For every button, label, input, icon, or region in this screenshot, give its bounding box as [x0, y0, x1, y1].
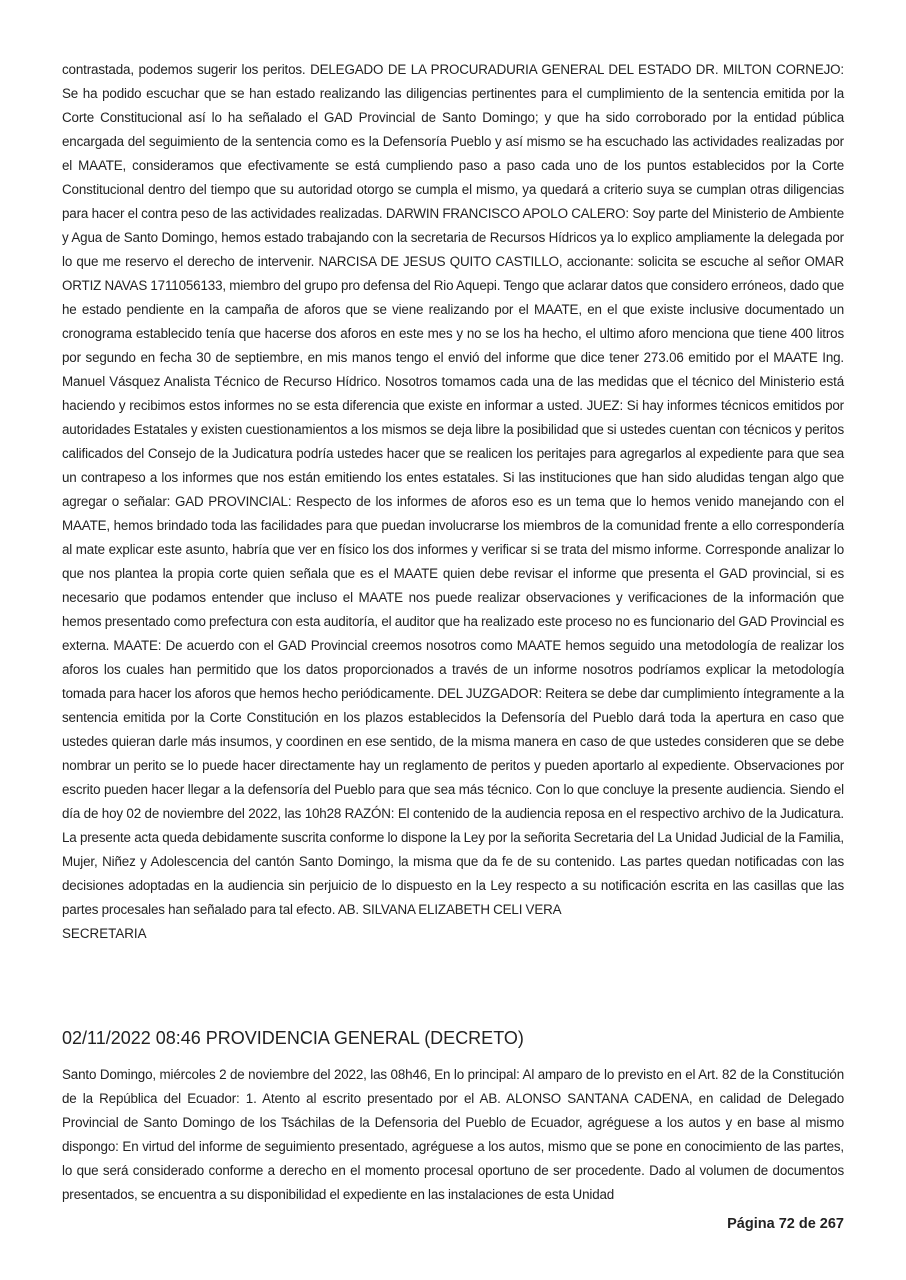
section-heading: 02/11/2022 08:46 PROVIDENCIA GENERAL (DECRETO)	[62, 1028, 524, 1048]
page-number: Página 72 de 267	[727, 1216, 844, 1232]
signature-role: SECRETARIA	[62, 926, 147, 941]
hearing-minutes-paragraph: contrastada, podemos sugerir los peritos. DELEGADO DE LA PROCURADURIA GENERAL DEL ESTADO DR. MILTON CORNEJO: Se ha podido escuchar que se han estado realizando las diligencias pertinentes para el cumplimiento de la sentencia emitida por la Corte Constitucional así lo ha señalado el GAD Provincial de Santo Domingo; y que ha sido corroborado por la entidad pública encargada del seguimiento de la sentencia como es la Defensoría Pueblo y así mismo se ha escuchado las actividades realizadas por el MAATE, consideramos que efectivamente se está cumpliendo paso a paso cada uno de los puntos establecidos por la Corte Constitucional dentro del tiempo que su autoridad otorgo se cumpla el mismo, ya quedará a criterio suya se cumplan otras diligencias para hacer el contra peso de las actividades realizadas. DARWIN FRANCISCO APOLO CALERO: Soy parte del Ministerio de Ambiente y Agua de Santo Domingo, hemos estado trabajando con la secretaria de Recursos Hídricos ya lo explico ampliamente la delegada por lo que me reservo el derecho de intervenir. NARCISA DE JESUS QUITO CASTILLO, accionante: solicita se escuche al señor OMAR ORTIZ NAVAS 1711056133, miembro del grupo pro defensa del Rio Aquepi. Tengo que aclarar datos que considero erróneos, dado que he estado pendiente en la campaña de aforos que se viene realizando por el MAATE, en el que existe inclusive documentado un cronograma establecido tenía que hacerse dos aforos en este mes y no se los ha hecho, el ultimo aforo menciona que tiene 400 litros por segundo en fecha 30 de septiembre, en mis manos tengo el envió del informe que dice tener 273.06 emitido por el MAATE Ing. Manuel Vásquez Analista Técnico de Recurso Hídrico. Nosotros tomamos cada una de las medidas que el técnico del Ministerio está haciendo y recibimos estos informes no se esta diferencia que existe en informar a usted. JUEZ: Si hay informes técnicos emitidos por autoridades Estatales y existen cuestionamientos a los mismos se deja libre la posibilidad que si ustedes cuentan con técnicos y peritos calificados del Consejo de la Judicatura podría ustedes hacer que se realicen los peritajes para agregarlos al expediente para que sea un contrapeso a los informes que nos están emitiendo los entes estatales. Si las instituciones que han sido aludidas tengan algo que agregar o señalar: GAD PROVINCIAL: Respecto de los informes de aforos eso es un tema que lo hemos venido manejando con el MAATE, hemos brindado toda las facilidades para que puedan involucrarse los miembros de la comunidad frente a ello correspondería al mate explicar este asunto, habría que ver en físico los dos informes y verificar si se trata del mismo informe. Corresponde analizar lo que nos plantea la propia corte quien señala que es el MAATE quien debe revisar el informe que presenta el GAD provincial, si es necesario que podamos entender que incluso el MAATE nos puede realizar observaciones y verificaciones de la información que hemos presentado como prefectura con esta auditoría, el auditor que ha realizado este proceso no es funcionario del GAD Provincial es externa. MAATE: De acuerdo con el GAD Provincial creemos nosotros como MAATE hemos seguido una metodología de realizar los aforos los cuales han permitido que los datos proporcionados a través de un informe nosotros podríamos explicar la metodología tomada para hacer los aforos que hemos hecho periódicamente. DEL JUZGADOR: Reitera se debe dar cumplimiento íntegramente a la sentencia emitida por la Corte Constitución en los plazos establecidos la Defensoría del Pueblo dará toda la apertura en caso que ustedes quieran darle más insumos, y coordinen en ese sentido, de la misma manera en caso de que ustedes consideren que se debe nombrar un perito se lo puede hacer directamente hay un reglamento de peritos y pueden aportarlo al expediente. Observaciones por escrito pueden hacer llegar a la defensoría del Pueblo para que sea más técnico. Con lo que concluye la presente audiencia. Siendo el día de hoy 02 de noviembre del 2022, las 10h28 RAZÓN: El contenido de la audiencia reposa en el respectivo archivo de la Judicatura. La presente acta queda debidamente suscrita conforme lo dispone la Ley por la señorita Secretaria del La Unidad Judicial de la Familia, Mujer, Niñez y Adolescencia del cantón Santo Domingo, la misma que da fe de su contenido. Las partes quedan notificadas con las decisiones adoptadas en la audiencia sin perjuicio de lo dispuesto en la Ley respecto a su notificación escrita en las casillas que las partes procesales han señalado para tal efecto. AB. SILVANA ELIZABETH CELI VERA	[62, 62, 844, 917]
document-page	[62, 58, 844, 1202]
providencia-paragraph: Santo Domingo, miércoles 2 de noviembre del 2022, las 08h46, En lo principal: Al amparo de lo previsto en el Art. 82 de la Constitución de la República del Ecuador: 1. Atento al escrito presentado por el AB. ALONSO SANTANA CADENA, en calidad de Delegado Provincial de Santo Domingo de los Tsáchilas de la Defensoria del Pueblo de Ecuador, agréguese a los autos y en base al mismo dispongo: En virtud del informe de seguimiento presentado, agréguese a los autos, mismo que se pone en conocimiento de las partes, lo que será considerado conforme a derecho en el momento procesal oportuno de ser procedente. Dado al volumen de documentos presentados, se encuentra a su disponibilidad el expediente en las instalaciones de esta Unidad	[62, 1067, 844, 1202]
